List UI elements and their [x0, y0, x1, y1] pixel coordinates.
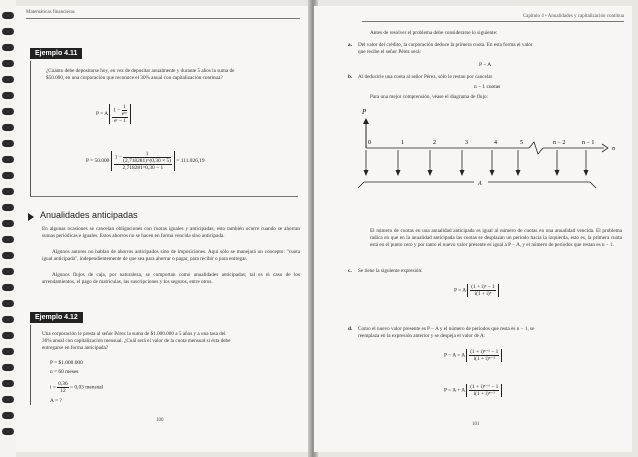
binding-ring	[2, 332, 14, 339]
formula-denominator: eʳ − 1	[114, 118, 127, 124]
diagram-n-label: n	[612, 146, 615, 152]
formula-item-d2	[444, 384, 502, 397]
item-text: reemplaza en la expresión anterior y se despeja el valor de A:	[358, 333, 486, 339]
diagram-tick-label: 2	[433, 140, 436, 146]
binding-ring	[2, 284, 14, 291]
binding-ring	[2, 28, 14, 35]
item-text: Al deducirle una cuota al señor Pérez, sólo le restan por cancelar	[358, 74, 493, 80]
left-page	[16, 6, 310, 452]
example-end-rule	[30, 196, 298, 197]
page-number: 101	[472, 422, 480, 427]
binding-ring	[2, 76, 14, 83]
diagram-tick-label: 4	[494, 140, 497, 146]
formula-term: 1 −	[113, 107, 121, 114]
example-4-12-heading: Ejemplo 4.12	[30, 312, 83, 323]
formula-denominator: 2,718281^0,30 − 1	[122, 165, 164, 171]
binding-ring	[2, 204, 14, 211]
item-text: Del valor del crédito, la corporación deduce la primera cuota. En esta forma el valor	[358, 42, 533, 48]
intro-text: Antes de resolver el problema debe considerarse lo siguiente:	[370, 30, 498, 36]
formula-term: 0,36	[58, 381, 68, 387]
diagram-tick-label: n − 1	[582, 140, 595, 146]
binding-ring	[2, 268, 14, 275]
example-text: Una corporación le presta al señor Pérez la suma de $1.000.000 a 5 años y a una tasa del	[42, 331, 226, 337]
section-paragraph: En algunas ocasiones se cancelan obligaciones con cuotas iguales y anticipadas; esto también ocurre cuando se ahorran sumas periódicas e iguales. Estos ahorros no se hacen en forma vencida sino anticipada.	[42, 226, 300, 239]
formula-item-a: P − A	[479, 62, 492, 68]
binding-ring	[2, 140, 14, 147]
formula-term: (1 + i)ⁿ⁻¹ − 1	[470, 349, 499, 355]
example-text: 36% anual con capitalización mensual. ¿Cuál será el valor de la cuota mensual si ésta debe	[42, 338, 231, 344]
formula-term: 1	[123, 151, 171, 158]
formula-lhs: P = A + A	[444, 387, 465, 394]
formula-result: = 0,03 mensual	[70, 384, 104, 391]
axis-break-icon	[529, 142, 543, 154]
item-text: Como el nuevo valor presente es P − A y el número de períodos que resta es n − 1, se	[358, 326, 535, 332]
diagram-tick-label: 1	[401, 140, 404, 146]
section-bullet-icon	[28, 213, 34, 221]
item-label: b.	[348, 74, 353, 80]
formula-lhs: P = A	[454, 287, 466, 294]
item-label: d.	[348, 326, 353, 332]
formula-term: 12	[60, 388, 66, 394]
binding-ring	[2, 124, 14, 131]
binding-ring	[2, 236, 14, 243]
cash-flow-diagram	[354, 106, 624, 226]
binding-ring	[2, 44, 14, 51]
example-text: ¿Cuánto debe depositarse hoy, en vez de depositar anualmente y durante 5 años la suma de	[46, 68, 235, 74]
running-head: Matemáticas financieras	[26, 10, 75, 15]
formula-result: = 111.026,19	[176, 158, 205, 165]
example-4-11-heading: Ejemplo 4.11	[30, 48, 82, 59]
formula-lhs: P = 50.000	[86, 158, 110, 165]
diagram-tick-label: 3	[465, 140, 468, 146]
item-text: Se tiene la siguiente expresión:	[358, 268, 423, 274]
binding-ring	[2, 60, 14, 67]
given-principal: P = $1.000.000	[50, 360, 83, 366]
formula-term: (1 + i)ⁿ − 1	[471, 284, 495, 290]
item-label: a.	[348, 42, 353, 48]
binding-ring	[2, 172, 14, 179]
diagram-tick-label: n − 2	[553, 140, 566, 146]
formula-term: eⁿʳ	[121, 111, 127, 117]
formula-item-c	[454, 284, 499, 297]
header-rule	[362, 21, 624, 22]
example-text: entregarse en forma anticipada?	[42, 345, 109, 351]
formula-term: 1 −	[114, 154, 122, 161]
example-bracket	[30, 325, 31, 405]
formula-term: 1	[122, 104, 126, 110]
example-text: $50.000, en una corporación que reconoce el 30% anual con capitalización continua?	[46, 75, 223, 81]
binding-ring	[2, 12, 14, 19]
given-unknown: A = ?	[50, 398, 62, 404]
running-head: Capítulo 4 • Anualidades y capitalización continua	[522, 14, 624, 19]
formula-lhs: i =	[50, 384, 56, 391]
arrow-down-icon	[364, 170, 589, 176]
formula-term: (2,718281)^(0,30 × 5)	[123, 158, 171, 164]
formula-term: i(1 + i)ⁿ	[474, 291, 492, 297]
arrow-up-icon	[363, 118, 369, 124]
formula-item-d1	[444, 349, 502, 362]
diagram-a-label: A	[478, 181, 482, 187]
binding-ring	[2, 92, 14, 99]
formula-lhs: P − A = A	[444, 352, 465, 359]
binding-ring	[2, 316, 14, 323]
section-paragraph: Algunos autores no hablan de ahorros anticipados sino de imposiciones. Aquí sólo se manejará un concepto: "cuota igual anticipada", independientemente de que sea para ahorrar o pagar, para recibir o para entregar.	[42, 249, 300, 262]
binding-ring	[2, 220, 14, 227]
binding-ring	[2, 348, 14, 355]
item-text: que recibe el señor Pérez será:	[358, 49, 421, 55]
example-bracket	[30, 61, 31, 196]
binding-ring	[2, 396, 14, 403]
binding-ring	[2, 380, 14, 387]
formula-lhs: P = A	[96, 111, 108, 118]
binding-ring	[2, 108, 14, 115]
formula-term: (1 + i)ⁿ⁻¹ − 1	[470, 384, 499, 390]
binding-ring	[2, 364, 14, 371]
diagram-tick-label: 0	[368, 140, 371, 146]
section-paragraph: Algunos flujos de caja, por naturaleza, se comportan como anualidades anticipadas; tal es el caso de los arrendamientos, el pago de matrículas, las suscripciones y los seguros, entre otros.	[42, 272, 300, 285]
right-page	[314, 6, 632, 452]
binding-ring	[2, 188, 14, 195]
formula-substituted	[86, 151, 205, 171]
binding-ring	[2, 300, 14, 307]
binding-ring	[2, 252, 14, 259]
formula-annuity-pv	[96, 104, 131, 124]
section-title: Anualidades anticipadas	[40, 210, 138, 220]
item-text: Para una mejor comprensión, véase el diagrama de flujo:	[370, 94, 488, 100]
page-number: 100	[156, 418, 164, 423]
diagram-p-label: P	[362, 108, 367, 116]
formula-term: i(1 + i)ⁿ⁻¹	[473, 391, 495, 397]
given-periods: n = 60 meses	[50, 369, 79, 375]
formula-item-b: n − 1 cuotas	[474, 84, 501, 90]
item-label: c.	[348, 268, 352, 274]
binding-spine	[0, 0, 16, 457]
explanation-paragraph: El número de cuotas en una anualidad anticipada es igual al número de cuotas en una anualidad vencida. El problema radica en que en la anualidad anticipada las cuotas se desplazan un período hacia la izquierda, esto es, la primera cuota está en el punto cero y por tanto el nuevo valor presente es igual a P − A, y el número de períodos que restan es n − 1.	[370, 228, 622, 248]
binding-ring	[2, 428, 14, 435]
formula-term: i(1 + i)ⁿ⁻¹	[473, 356, 495, 362]
binding-ring	[2, 156, 14, 163]
diagram-tick-label: 5	[520, 140, 523, 146]
binding-ring	[2, 412, 14, 419]
header-rule	[26, 18, 300, 19]
diagram-brace	[358, 182, 596, 188]
given-rate	[50, 381, 103, 394]
